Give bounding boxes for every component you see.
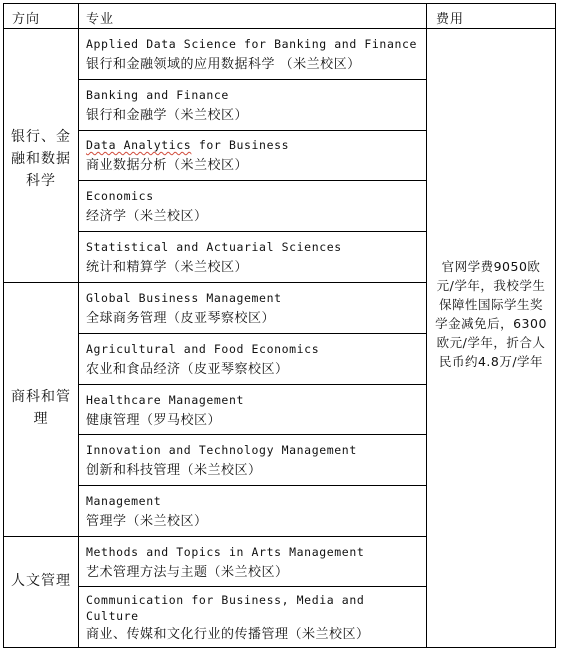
program-english-name: Agricultural and Food Economics [86, 342, 320, 356]
program-row [86, 341, 422, 379]
group-banking-finance-data-science: 银行、金融和数据科学 [11, 129, 71, 189]
program-row [86, 137, 422, 175]
program-chinese-name: 健康管理（罗马校区） [86, 413, 222, 428]
program-row [86, 36, 422, 74]
program-chinese-name: 农业和食品经济（皮亚琴察校区） [86, 362, 289, 377]
program-chinese-name: 银行和金融领域的应用数据科学 （米兰校区） [86, 57, 361, 72]
program-english-name: Economics [86, 189, 154, 203]
program-row [86, 239, 422, 277]
program-chinese-name: 管理学（米兰校区） [86, 514, 208, 529]
program-row [86, 87, 422, 125]
program-english-name: Statistical and Actuarial Sciences [86, 240, 342, 254]
program-english-name: Management [86, 494, 162, 508]
program-row [86, 290, 422, 328]
program-row [86, 442, 422, 480]
program-english-name: Healthcare Management [86, 393, 244, 407]
program-chinese-name: 统计和精算学（米兰校区） [86, 260, 249, 275]
program-row [86, 544, 422, 582]
program-english-name: Innovation and Technology Management [86, 443, 357, 457]
program-row [86, 392, 422, 430]
program-english-name: Banking and Finance [86, 88, 229, 102]
program-english-name: Methods and Topics in Arts Management [86, 545, 365, 559]
program-row [86, 592, 386, 644]
program-english-name: Applied Data Science for Banking and Finance [86, 37, 418, 51]
program-chinese-name: 商业数据分析（米兰校区） [86, 158, 249, 173]
program-chinese-name: 经济学（米兰校区） [86, 209, 208, 224]
group-humanities-management: 人文管理 [11, 573, 71, 589]
program-fee-table [3, 3, 556, 648]
program-chinese-name: 商业、传媒和文化行业的传播管理（米兰校区） [86, 627, 370, 642]
program-row [86, 188, 422, 226]
group-business-management: 商科和管理 [11, 389, 71, 427]
header-major: 专业 [86, 12, 115, 27]
tuition-fee-text: 官网学费9050欧元/学年，我校学生保障性国际学生奖学金减免后，6300欧元/学年，折合人民币约4.8万/学年 [435, 259, 547, 369]
program-chinese-name: 全球商务管理（皮亚琴察校区） [86, 311, 276, 326]
program-english-name: Global Business Management [86, 291, 282, 305]
program-row [86, 493, 422, 531]
program-chinese-name: 银行和金融学（米兰校区） [86, 108, 249, 123]
header-direction: 方向 [12, 12, 41, 27]
program-english-name: Communication for Business, Media and Culture [86, 593, 365, 623]
program-chinese-name: 艺术管理方法与主题（米兰校区） [86, 565, 289, 580]
header-fee: 费用 [436, 12, 465, 27]
program-english-name: Data Analytics for Business [86, 138, 290, 152]
program-chinese-name: 创新和科技管理（米兰校区） [86, 463, 262, 478]
spellcheck-underlined-text: Data Analytics [86, 138, 192, 152]
